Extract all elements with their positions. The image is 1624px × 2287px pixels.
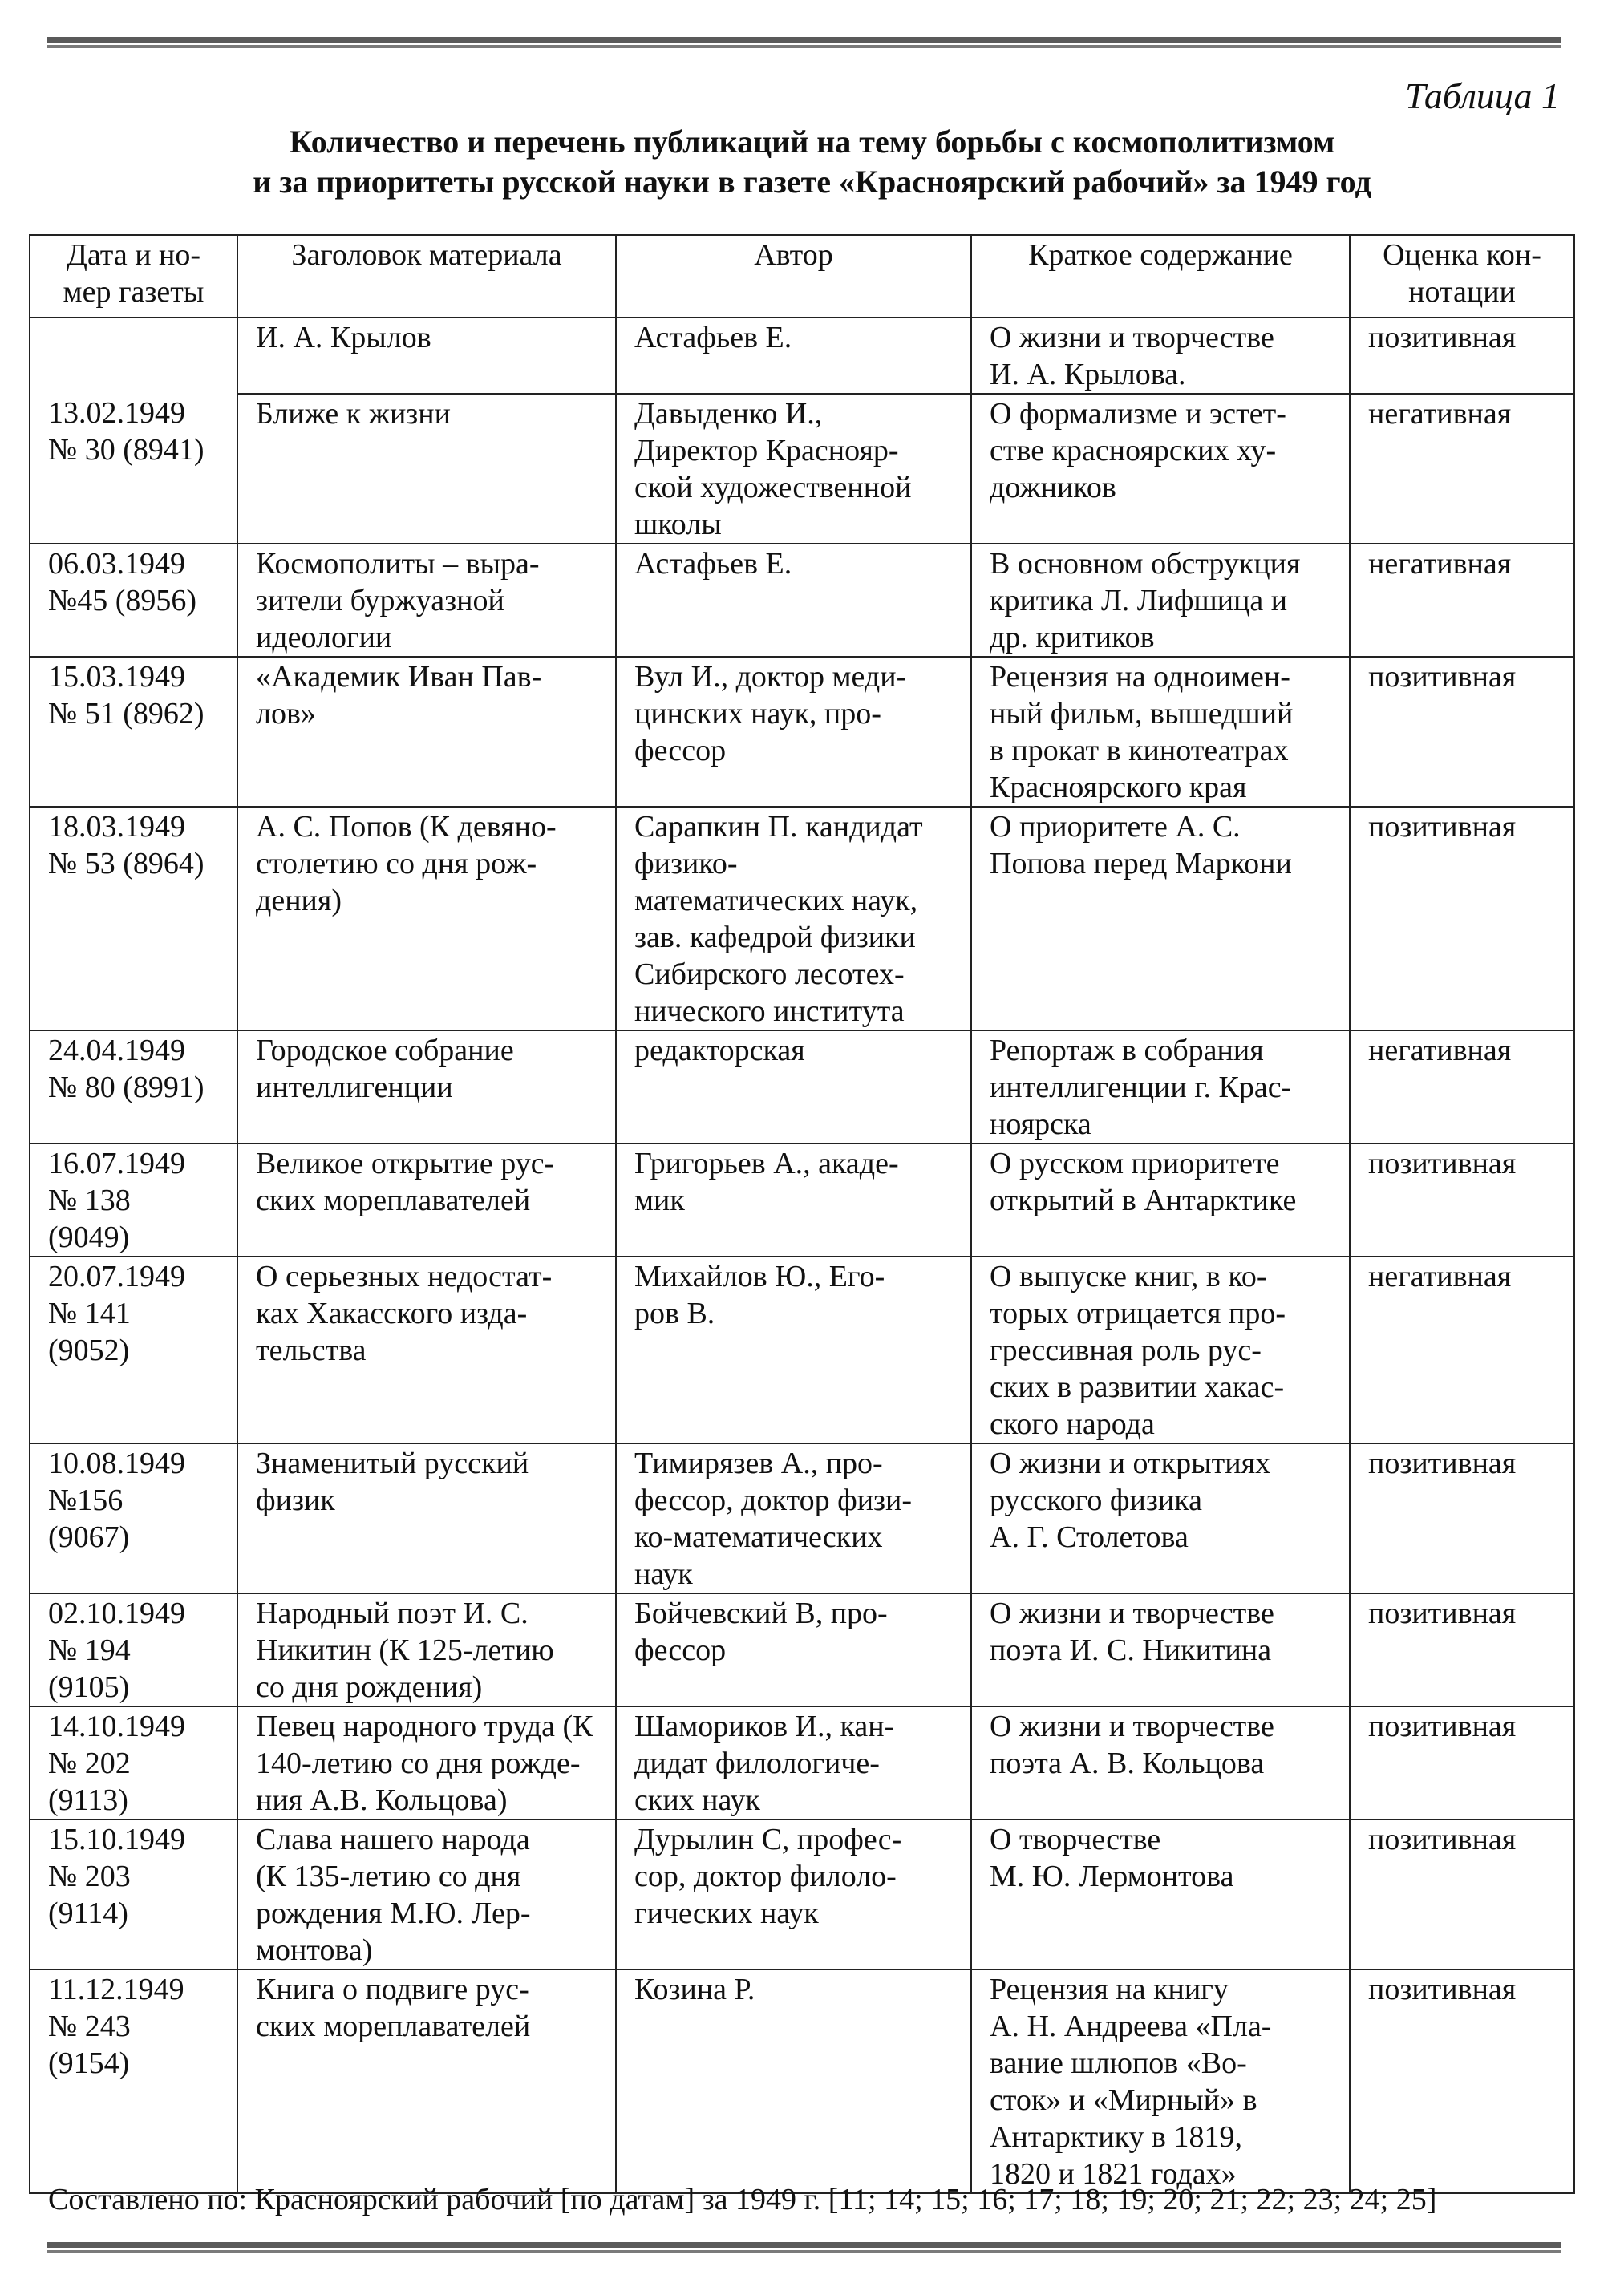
date-cell-line: № 51 (8962) bbox=[48, 697, 205, 731]
heading-cell-line: Слава нашего народа bbox=[256, 1823, 530, 1856]
header-connotation bbox=[1350, 235, 1574, 318]
summary-cell-line: Репортаж в собрания bbox=[990, 1034, 1264, 1067]
heading-cell bbox=[237, 1593, 616, 1706]
heading-cell-line: Народный поэт И. С. bbox=[256, 1597, 529, 1630]
date-cell bbox=[30, 544, 237, 657]
date-cell-line: 20.07.1949 bbox=[48, 1260, 185, 1293]
author-cell bbox=[616, 1257, 971, 1443]
author-cell bbox=[616, 1030, 971, 1144]
date-cell-line: (9052) bbox=[48, 1334, 130, 1367]
date-cell-line: № 243 bbox=[48, 2010, 131, 2043]
author-cell-line: фессор bbox=[634, 1633, 727, 1667]
author-cell-line: ской художественной bbox=[634, 471, 912, 504]
summary-cell-line: В основном обструкция bbox=[990, 547, 1301, 581]
date-cell-line: 10.08.1949 bbox=[48, 1447, 185, 1480]
author-cell-line: наук bbox=[634, 1557, 693, 1591]
summary-cell bbox=[971, 1969, 1350, 2193]
date-cell bbox=[30, 657, 237, 807]
date-cell-line: 18.03.1949 bbox=[48, 810, 185, 844]
date-cell-line: № 202 bbox=[48, 1747, 131, 1780]
header-text-line: Заголовок материала bbox=[291, 238, 562, 272]
date-cell-line: (9113) bbox=[48, 1783, 128, 1817]
author-cell-line: Астафьев Е. bbox=[634, 547, 792, 581]
author-cell-line: ров В. bbox=[634, 1297, 715, 1330]
summary-cell-line: О творчестве bbox=[990, 1823, 1161, 1856]
heading-cell bbox=[237, 394, 616, 544]
table-row bbox=[30, 1144, 1574, 1257]
table-header-row bbox=[30, 235, 1574, 318]
heading-cell-line: Ближе к жизни bbox=[256, 397, 451, 431]
author-cell bbox=[616, 807, 971, 1030]
heading-cell-line: «Академик Иван Пав- bbox=[256, 660, 542, 694]
author-cell bbox=[616, 394, 971, 544]
connotation-cell bbox=[1350, 1593, 1574, 1706]
heading-cell-line: ских мореплавателей bbox=[256, 1184, 531, 1217]
date-cell bbox=[30, 1257, 237, 1443]
table-row bbox=[30, 394, 1574, 544]
heading-cell-line: монтова) bbox=[256, 1933, 373, 1967]
author-cell-line: мик bbox=[634, 1184, 685, 1217]
summary-cell-line: русского физика bbox=[990, 1484, 1202, 1517]
author-cell-line: Сибирского лесотех- bbox=[634, 957, 905, 991]
author-cell-line: редакторская bbox=[634, 1034, 805, 1067]
summary-cell-line: вание шлюпов «Во- bbox=[990, 2046, 1247, 2080]
table-row bbox=[30, 657, 1574, 807]
date-cell bbox=[30, 1593, 237, 1706]
author-cell-line: фессор, доктор физи- bbox=[634, 1484, 913, 1517]
heading-cell bbox=[237, 1706, 616, 1819]
summary-cell-line: торых отрицается про- bbox=[990, 1297, 1286, 1330]
heading-cell-line: ния А.В. Кольцова) bbox=[256, 1783, 508, 1817]
date-cell-line: 15.10.1949 bbox=[48, 1823, 185, 1856]
heading-cell-line: Городское собрание bbox=[256, 1034, 514, 1067]
heading-cell-line: Никитин (К 125-летию bbox=[256, 1633, 554, 1667]
heading-cell-line: Певец народного труда (К bbox=[256, 1710, 593, 1743]
source-note: Составлено по: Красноярский рабочий [по датам] за 1949 г. [11; 14; 15; 16; 17; 18; 19; 20; 21; 22; 23; 24; 25] bbox=[48, 2183, 1437, 2216]
author-cell-line: Давыденко И., bbox=[634, 397, 823, 431]
summary-cell-line: А. Н. Андреева «Пла- bbox=[990, 2010, 1272, 2043]
connotation-cell-line: негативная bbox=[1368, 1260, 1512, 1293]
date-cell-line: 16.07.1949 bbox=[48, 1147, 185, 1180]
heading-cell-line: Книга о подвиге рус- bbox=[256, 1973, 529, 2006]
author-cell-line: Григорьев А., акаде- bbox=[634, 1147, 899, 1180]
date-cell-line: №45 (8956) bbox=[48, 584, 197, 617]
heading-cell bbox=[237, 1443, 616, 1593]
connotation-cell-line: позитивная bbox=[1368, 1447, 1517, 1480]
date-cell-line: (9105) bbox=[48, 1670, 130, 1704]
summary-cell-line: Красноярского края bbox=[990, 771, 1247, 804]
summary-cell-line: О жизни и творчестве bbox=[990, 1710, 1274, 1743]
date-cell-line: № 80 (8991) bbox=[48, 1071, 205, 1104]
summary-cell-line: ского народа bbox=[990, 1407, 1155, 1441]
summary-cell-line: Попова перед Маркони bbox=[990, 847, 1292, 880]
heading-cell-line: физик bbox=[256, 1484, 335, 1517]
author-cell-line: Директор Краснояр- bbox=[634, 434, 899, 468]
date-cell bbox=[30, 1144, 237, 1257]
header-author bbox=[616, 235, 971, 318]
connotation-cell-line: позитивная bbox=[1368, 1597, 1517, 1630]
summary-cell-line: поэта И. С. Никитина bbox=[990, 1633, 1272, 1667]
header-text-line: Краткое содержание bbox=[1028, 238, 1293, 272]
connotation-cell-line: позитивная bbox=[1368, 1973, 1517, 2006]
date-cell-line: (9114) bbox=[48, 1896, 128, 1930]
date-cell-line: 06.03.1949 bbox=[48, 547, 185, 581]
summary-cell-line: сток» и «Мирный» в bbox=[990, 2083, 1257, 2117]
heading-cell-line: ках Хакасского изда- bbox=[256, 1297, 528, 1330]
summary-cell-line: в прокат в кинотеатрах bbox=[990, 734, 1289, 767]
connotation-cell bbox=[1350, 1144, 1574, 1257]
author-cell-line: дидат филологиче- bbox=[634, 1747, 880, 1780]
heading-cell bbox=[237, 1030, 616, 1144]
date-cell-line: № 141 bbox=[48, 1297, 131, 1330]
date-cell-line: 15.03.1949 bbox=[48, 660, 185, 694]
date-cell-line: (9154) bbox=[48, 2046, 130, 2080]
summary-cell bbox=[971, 1144, 1350, 1257]
bottom-decorative-rule bbox=[47, 2242, 1561, 2253]
table-title-line-2: и за приоритеты русской науки в газете «Красноярский рабочий» за 1949 год bbox=[253, 164, 1371, 200]
author-cell-line: Бойчевский В, про- bbox=[634, 1597, 888, 1630]
header-summary bbox=[971, 235, 1350, 318]
summary-cell-line: О формализме и эстет- bbox=[990, 397, 1286, 431]
header-text-line: Автор bbox=[754, 238, 833, 272]
author-cell-line: Дурылин С, профес- bbox=[634, 1823, 902, 1856]
date-cell-line: (9067) bbox=[48, 1520, 130, 1554]
summary-cell-line: О жизни и творчестве bbox=[990, 321, 1274, 354]
summary-cell-line: дожников bbox=[990, 471, 1116, 504]
summary-cell-line: А. Г. Столетова bbox=[990, 1520, 1189, 1554]
heading-cell bbox=[237, 1144, 616, 1257]
connotation-cell-line: позитивная bbox=[1368, 1710, 1517, 1743]
author-cell-line: зав. кафедрой физики bbox=[634, 921, 916, 954]
author-cell-line: физико- bbox=[634, 847, 738, 880]
summary-cell-line: поэта А. В. Кольцова bbox=[990, 1747, 1265, 1780]
summary-cell-line: О жизни и творчестве bbox=[990, 1597, 1274, 1630]
table-title bbox=[0, 122, 1624, 202]
author-cell-line: ских наук bbox=[634, 1783, 760, 1817]
heading-cell bbox=[237, 318, 616, 394]
heading-cell-line: идеологии bbox=[256, 621, 392, 654]
author-cell-line: сор, доктор филоло- bbox=[634, 1860, 897, 1893]
author-cell bbox=[616, 1443, 971, 1593]
summary-cell-line: О приоритете А. С. bbox=[990, 810, 1241, 844]
connotation-cell bbox=[1350, 394, 1574, 544]
summary-cell-line: Рецензия на книгу bbox=[990, 1973, 1229, 2006]
connotation-cell-line: позитивная bbox=[1368, 1147, 1517, 1180]
summary-cell-line: О жизни и открытиях bbox=[990, 1447, 1271, 1480]
table-row bbox=[30, 1593, 1574, 1706]
table-row bbox=[30, 1030, 1574, 1144]
date-cell-line: № 30 (8941) bbox=[48, 432, 205, 467]
heading-cell-line: Космополиты – выра- bbox=[256, 547, 540, 581]
heading-cell-line: рождения М.Ю. Лер- bbox=[256, 1896, 531, 1930]
summary-cell-line: ских в развитии хакас- bbox=[990, 1370, 1285, 1404]
connotation-cell bbox=[1350, 1706, 1574, 1819]
header-text-line: Оценка кон- bbox=[1383, 238, 1541, 272]
summary-cell bbox=[971, 1706, 1350, 1819]
table-row bbox=[30, 544, 1574, 657]
table-label: Таблица 1 bbox=[1404, 75, 1560, 116]
author-cell-line: Тимирязев А., про- bbox=[634, 1447, 883, 1480]
author-cell-line: Шамориков И., кан- bbox=[634, 1710, 895, 1743]
date-cell bbox=[30, 1443, 237, 1593]
heading-cell bbox=[237, 1969, 616, 2193]
heading-cell-line: Знаменитый русский bbox=[256, 1447, 529, 1480]
date-cell bbox=[30, 1030, 237, 1144]
date-cell bbox=[30, 1969, 237, 2193]
heading-cell-line: А. С. Попов (К девяно- bbox=[256, 810, 557, 844]
heading-cell-line: тельства bbox=[256, 1334, 367, 1367]
date-cell-line: 24.04.1949 bbox=[48, 1034, 185, 1067]
summary-cell-line: грессивная роль рус- bbox=[990, 1334, 1262, 1367]
connotation-cell bbox=[1350, 318, 1574, 394]
heading-cell-line: дения) bbox=[256, 884, 342, 917]
author-cell-line: Вул И., доктор меди- bbox=[634, 660, 907, 694]
summary-cell-line: О выпуске книг, в ко- bbox=[990, 1260, 1267, 1293]
connotation-cell bbox=[1350, 657, 1574, 807]
table-row bbox=[30, 1443, 1574, 1593]
summary-cell-line: Антарктику в 1819, bbox=[990, 2120, 1242, 2154]
heading-cell-line: Великое открытие рус- bbox=[256, 1147, 555, 1180]
table-row bbox=[30, 1706, 1574, 1819]
table-body bbox=[30, 318, 1574, 2193]
date-cell-line: № 138 bbox=[48, 1184, 131, 1217]
header-heading bbox=[237, 235, 616, 318]
connotation-cell-line: негативная bbox=[1368, 1034, 1512, 1067]
author-cell-line: нического института bbox=[634, 994, 905, 1028]
summary-cell-line: критика Л. Лифшица и bbox=[990, 584, 1288, 617]
header-text-line: мер газеты bbox=[63, 275, 205, 309]
author-cell bbox=[616, 1969, 971, 2193]
table-row bbox=[30, 1257, 1574, 1443]
author-cell bbox=[616, 657, 971, 807]
heading-cell-line: О серьезных недостат- bbox=[256, 1260, 553, 1293]
heading-cell-line: столетию со дня рож- bbox=[256, 847, 537, 880]
date-cell-line: № 194 bbox=[48, 1633, 131, 1667]
top-decorative-rule bbox=[47, 37, 1561, 48]
heading-cell bbox=[237, 657, 616, 807]
author-cell bbox=[616, 1144, 971, 1257]
author-cell-line: фессор bbox=[634, 734, 727, 767]
heading-cell bbox=[237, 544, 616, 657]
summary-cell bbox=[971, 1819, 1350, 1969]
table-row bbox=[30, 318, 1574, 394]
author-cell-line: Михайлов Ю., Его- bbox=[634, 1260, 885, 1293]
date-cell-line: №156 bbox=[48, 1484, 124, 1517]
connotation-cell-line: позитивная bbox=[1368, 321, 1517, 354]
publications-table bbox=[29, 234, 1575, 2194]
author-cell-line: цинских наук, про- bbox=[634, 697, 881, 731]
summary-cell-line: М. Ю. Лермонтова bbox=[990, 1860, 1234, 1893]
author-cell bbox=[616, 1593, 971, 1706]
connotation-cell bbox=[1350, 544, 1574, 657]
date-cell-line: № 53 (8964) bbox=[48, 847, 205, 880]
heading-cell bbox=[237, 1257, 616, 1443]
heading-cell-line: зители буржуазной bbox=[256, 584, 504, 617]
author-cell bbox=[616, 318, 971, 394]
summary-cell bbox=[971, 394, 1350, 544]
heading-cell-line: И. А. Крылов bbox=[256, 321, 431, 354]
date-cell bbox=[30, 318, 237, 544]
author-cell bbox=[616, 1706, 971, 1819]
summary-cell bbox=[971, 1030, 1350, 1144]
summary-cell bbox=[971, 807, 1350, 1030]
header-text-line: нотации bbox=[1408, 275, 1516, 309]
summary-cell-line: стве красноярских ху- bbox=[990, 434, 1277, 468]
summary-cell bbox=[971, 1593, 1350, 1706]
connotation-cell-line: позитивная bbox=[1368, 810, 1517, 844]
author-cell-line: ко-математических bbox=[634, 1520, 883, 1554]
date-cell-line: 11.12.1949 bbox=[48, 1973, 184, 2006]
date-cell bbox=[30, 1819, 237, 1969]
heading-cell-line: 140-летию со дня рожде- bbox=[256, 1747, 581, 1780]
heading-cell-line: интеллигенции bbox=[256, 1071, 453, 1104]
author-cell-line: гических наук bbox=[634, 1896, 819, 1930]
heading-cell bbox=[237, 1819, 616, 1969]
summary-cell-line: интеллигенции г. Крас- bbox=[990, 1071, 1292, 1104]
connotation-cell bbox=[1350, 1969, 1574, 2193]
connotation-cell-line: негативная bbox=[1368, 547, 1512, 581]
summary-cell-line: И. А. Крылова. bbox=[990, 358, 1186, 391]
date-cell bbox=[30, 807, 237, 1030]
date-cell-line: (9049) bbox=[48, 1220, 130, 1254]
date-cell bbox=[30, 1706, 237, 1819]
author-cell-line: Сарапкин П. кандидат bbox=[634, 810, 923, 844]
date-cell-line: 02.10.1949 bbox=[48, 1597, 185, 1630]
date-cell-line: № 203 bbox=[48, 1860, 131, 1893]
summary-cell bbox=[971, 1257, 1350, 1443]
heading-cell-line: лов» bbox=[256, 697, 316, 731]
summary-cell-line: Рецензия на одноимен- bbox=[990, 660, 1290, 694]
table-row bbox=[30, 807, 1574, 1030]
connotation-cell-line: негативная bbox=[1368, 397, 1512, 431]
header-date bbox=[30, 235, 237, 318]
author-cell-line: Астафьев Е. bbox=[634, 321, 792, 354]
connotation-cell bbox=[1350, 1030, 1574, 1144]
author-cell-line: Козина Р. bbox=[634, 1973, 755, 2006]
summary-cell-line: ный фильм, вышедший bbox=[990, 697, 1294, 731]
summary-cell-line: ноярска bbox=[990, 1107, 1091, 1141]
summary-cell bbox=[971, 657, 1350, 807]
summary-cell bbox=[971, 1443, 1350, 1593]
heading-cell-line: (К 135-летию со дня bbox=[256, 1860, 521, 1893]
header-text-line: Дата и но- bbox=[66, 238, 201, 272]
summary-cell bbox=[971, 544, 1350, 657]
heading-cell-line: со дня рождения) bbox=[256, 1670, 483, 1704]
connotation-cell bbox=[1350, 1443, 1574, 1593]
summary-cell-line: открытий в Антарктике bbox=[990, 1184, 1297, 1217]
author-cell bbox=[616, 544, 971, 657]
author-cell-line: школы bbox=[634, 508, 722, 541]
author-cell-line: математических наук, bbox=[634, 884, 918, 917]
summary-cell-line: О русском приоритете bbox=[990, 1147, 1280, 1180]
connotation-cell-line: позитивная bbox=[1368, 1823, 1517, 1856]
connotation-cell bbox=[1350, 1819, 1574, 1969]
date-cell-line: 13.02.1949 bbox=[48, 395, 185, 430]
table-title-line-1: Количество и перечень публикаций на тему борьбы с космополитизмом bbox=[289, 123, 1335, 160]
connotation-cell bbox=[1350, 807, 1574, 1030]
heading-cell-line: ских мореплавателей bbox=[256, 2010, 531, 2043]
connotation-cell bbox=[1350, 1257, 1574, 1443]
summary-cell-line: др. критиков bbox=[990, 621, 1155, 654]
author-cell bbox=[616, 1819, 971, 1969]
connotation-cell-line: позитивная bbox=[1368, 660, 1517, 694]
date-cell-line: 14.10.1949 bbox=[48, 1710, 185, 1743]
table-row bbox=[30, 1969, 1574, 2193]
table-row bbox=[30, 1819, 1574, 1969]
heading-cell bbox=[237, 807, 616, 1030]
summary-cell bbox=[971, 318, 1350, 394]
summary-cell-line: 1820 и 1821 годах» bbox=[990, 2157, 1237, 2191]
